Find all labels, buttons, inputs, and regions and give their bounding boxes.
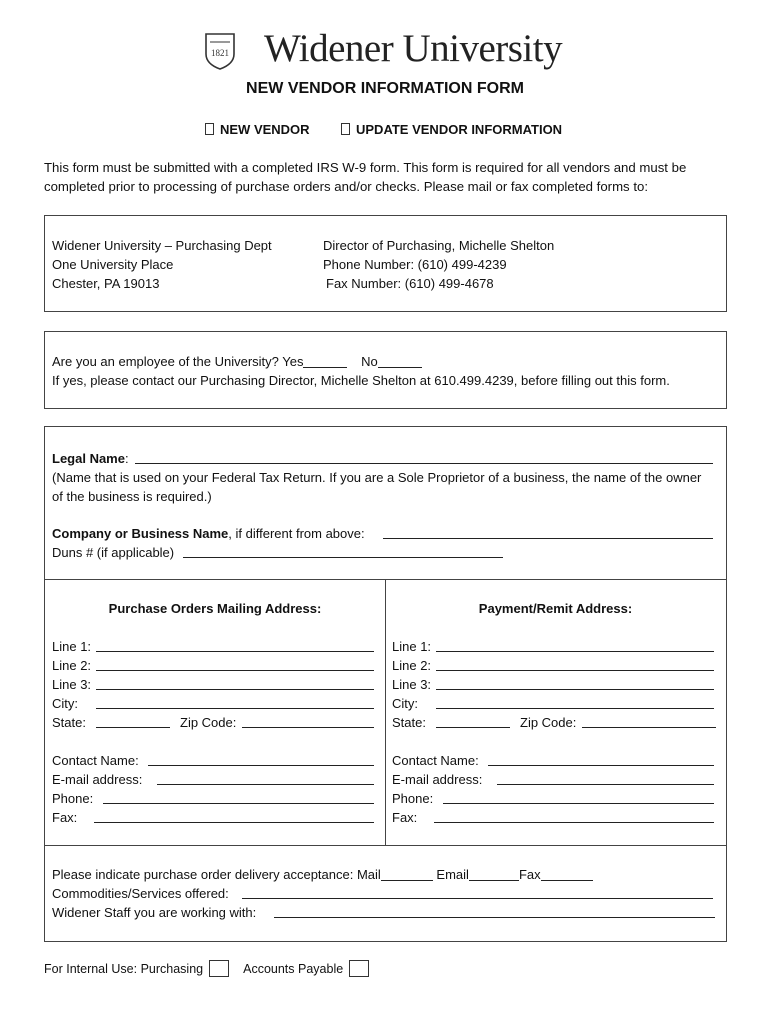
purchasing-checkbox[interactable] <box>209 960 229 977</box>
delivery-fax-label: Fax <box>518 867 541 882</box>
remit-contact-label: Contact Name: <box>392 753 479 768</box>
university-seal-icon <box>204 32 236 70</box>
po-city-label: City: <box>52 696 78 711</box>
remit-zip-label: Zip Code: <box>520 715 577 730</box>
commodities-field[interactable] <box>242 898 713 899</box>
po-line1-label: Line 1: <box>52 639 92 654</box>
purchasing-contact <box>323 236 554 293</box>
email-blank[interactable] <box>469 867 519 881</box>
mailing-info-box <box>44 215 727 312</box>
po-line3-row <box>52 675 377 694</box>
staff-row <box>52 903 720 922</box>
po-contact-field[interactable] <box>148 765 374 766</box>
duns-row <box>52 543 720 562</box>
commodities-label: Commodities/Services offered: <box>52 886 229 901</box>
po-state-field[interactable] <box>96 727 170 728</box>
company-name-label: Company or Business Name <box>52 526 229 541</box>
contact-line: Director of Purchasing, Michelle Shelton <box>323 238 555 253</box>
po-fax-label: Fax: <box>52 810 78 825</box>
po-line3-field[interactable] <box>96 689 374 690</box>
po-city-row <box>52 694 377 713</box>
remit-address-heading: Payment/Remit Address: <box>478 601 633 616</box>
company-name-suffix: , if different from above: <box>228 526 365 541</box>
address-line: One University Place <box>52 257 174 272</box>
commodities-row <box>52 884 720 903</box>
company-name-row <box>52 524 720 543</box>
fax-blank[interactable] <box>541 867 593 881</box>
po-line2-label: Line 2: <box>52 658 92 673</box>
form-title: NEW VENDOR INFORMATION FORM <box>246 80 524 97</box>
employee-question <box>52 352 422 371</box>
delivery-email-label: Email <box>436 867 469 882</box>
remit-state-row <box>392 713 720 732</box>
duns-field[interactable] <box>183 557 503 558</box>
university-logo <box>204 26 574 76</box>
po-zip-label: Zip Code: <box>180 715 237 730</box>
no-blank[interactable] <box>378 354 422 368</box>
vendor-info-box <box>44 426 727 942</box>
delivery-acceptance-label: Please indicate purchase order delivery acceptance: Mail <box>52 867 381 882</box>
po-email-field[interactable] <box>157 784 374 785</box>
po-phone-label: Phone: <box>52 791 94 806</box>
new-vendor-checkbox[interactable] <box>205 123 214 135</box>
remit-line1-field[interactable] <box>436 651 714 652</box>
po-email-row <box>52 770 377 789</box>
yes-blank[interactable] <box>303 354 347 368</box>
legal-name-row <box>52 449 720 468</box>
svg-text:1821: 1821 <box>211 48 229 58</box>
po-phone-row <box>52 789 377 808</box>
po-city-field[interactable] <box>96 708 374 709</box>
remit-line2-label: Line 2: <box>392 658 432 673</box>
remit-email-row <box>392 770 720 789</box>
employee-question-box <box>44 331 727 409</box>
remit-fax-label: Fax: <box>392 810 418 825</box>
po-line1-field[interactable] <box>96 651 374 652</box>
remit-line3-row <box>392 675 720 694</box>
po-address-fields <box>52 637 377 837</box>
po-state-label: State: <box>52 715 86 730</box>
legal-name-label: Legal Name <box>52 451 125 466</box>
remit-contact-row <box>392 751 720 770</box>
contact-line: Fax Number: (610) 499-4678 <box>326 276 494 291</box>
mail-blank[interactable] <box>381 867 433 881</box>
legal-name-note: (Name that is used on your Federal Tax Return. If you are a Sole Proprietor of a business, the name of the owner of the business is required.) <box>52 470 702 504</box>
remit-city-field[interactable] <box>436 708 714 709</box>
remit-state-label: State: <box>392 715 426 730</box>
remit-phone-row <box>392 789 720 808</box>
remit-zip-field[interactable] <box>582 727 716 728</box>
po-email-label: E-mail address: <box>52 772 143 787</box>
intro-text: This form must be submitted with a completed IRS W-9 form. This form is required for all vendors and must be completed prior to processing of purchase orders and/or checks. Please mail or fax completed forms to: <box>44 160 687 194</box>
staff-field[interactable] <box>274 917 715 918</box>
po-line3-label: Line 3: <box>52 677 92 692</box>
company-name-field[interactable] <box>383 538 713 539</box>
staff-label: Widener Staff you are working with: <box>52 905 257 920</box>
po-state-row <box>52 713 377 732</box>
remit-address-fields <box>392 637 720 837</box>
remit-email-label: E-mail address: <box>392 772 483 787</box>
po-contact-label: Contact Name: <box>52 753 139 768</box>
remit-line3-label: Line 3: <box>392 677 432 692</box>
update-vendor-checkbox[interactable] <box>341 123 350 135</box>
new-vendor-label: NEW VENDOR <box>220 122 310 137</box>
update-vendor-label: UPDATE VENDOR INFORMATION <box>356 122 563 137</box>
po-line1-row <box>52 637 377 656</box>
remit-phone-field[interactable] <box>443 803 714 804</box>
accounts-payable-checkbox[interactable] <box>349 960 369 977</box>
po-zip-field[interactable] <box>242 727 374 728</box>
contact-line: Phone Number: (610) 499-4239 <box>323 257 507 272</box>
remit-line2-row <box>392 656 720 675</box>
remit-city-row <box>392 694 720 713</box>
address-line: Chester, PA 19013 <box>52 276 160 291</box>
column-divider <box>385 579 386 845</box>
po-line2-field[interactable] <box>96 670 374 671</box>
po-contact-row <box>52 751 377 770</box>
remit-email-field[interactable] <box>497 784 714 785</box>
remit-state-field[interactable] <box>436 727 510 728</box>
remit-line1-label: Line 1: <box>392 639 432 654</box>
po-fax-row <box>52 808 377 827</box>
remit-fax-field[interactable] <box>434 822 714 823</box>
legal-name-field[interactable] <box>135 463 713 464</box>
remit-line2-field[interactable] <box>436 670 714 671</box>
legal-name-colon: : <box>124 451 129 466</box>
employee-question-text: Are you an employee of the University? Yes <box>52 354 304 369</box>
po-address-heading: Purchase Orders Mailing Address: <box>108 601 322 616</box>
duns-label: Duns # (if applicable) <box>52 545 175 560</box>
new-vendor-option[interactable] <box>205 122 310 137</box>
remit-line3-field[interactable] <box>436 689 714 690</box>
remit-city-label: City: <box>392 696 418 711</box>
delivery-acceptance-row <box>52 865 593 884</box>
po-fax-field[interactable] <box>94 822 374 823</box>
section-divider <box>45 845 726 846</box>
update-vendor-option[interactable] <box>341 122 562 137</box>
remit-contact-field[interactable] <box>488 765 714 766</box>
po-phone-field[interactable] <box>103 803 374 804</box>
university-name: Widener University <box>264 27 563 70</box>
internal-use-row <box>44 960 369 977</box>
remit-phone-label: Phone: <box>392 791 434 806</box>
no-label: No <box>361 354 378 369</box>
po-line2-row <box>52 656 377 675</box>
internal-use-label: For Internal Use: Purchasing <box>44 962 204 976</box>
employee-note: If yes, please contact our Purchasing Director, Michelle Shelton at 610.499.4239, before filling out this form. <box>52 373 670 388</box>
remit-fax-row <box>392 808 720 827</box>
accounts-payable-label: Accounts Payable <box>243 962 344 976</box>
remit-line1-row <box>392 637 720 656</box>
address-line: Widener University – Purchasing Dept <box>52 238 272 253</box>
purchasing-address <box>52 236 272 293</box>
